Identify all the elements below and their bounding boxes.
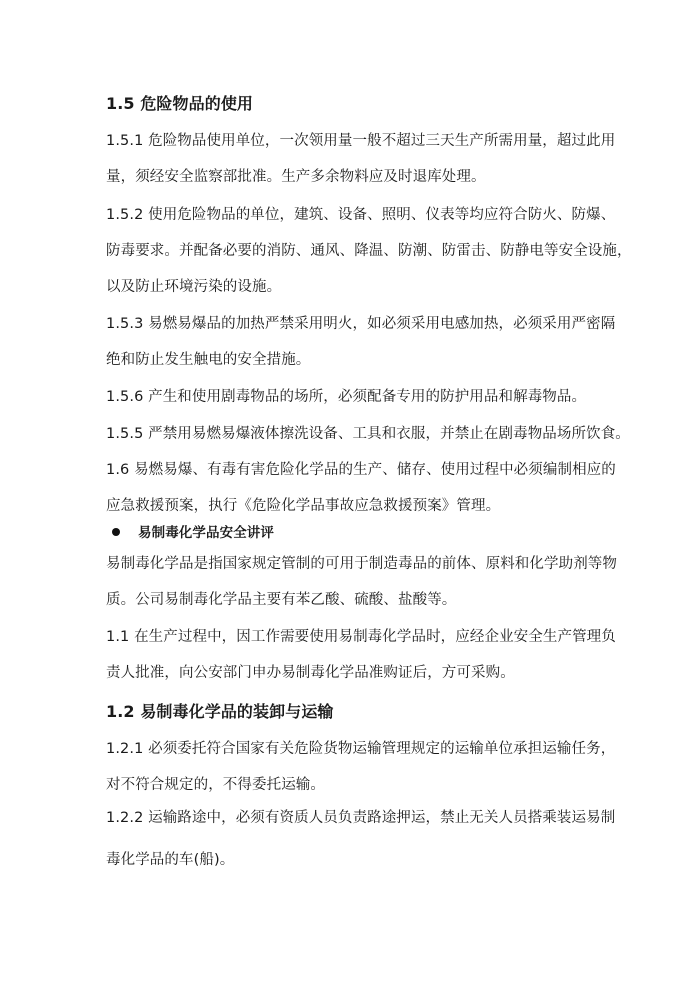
section-heading-1-5: 1.5 危险物品的使用 xyxy=(106,94,254,113)
paragraph-1-5-2: 1.5.2 使用危险物品的单位，建筑、设备、照明、仪表等均应符合防火、防爆、 防毒要求。并配备必要的消防、通风、降温、防潮、防雷击、防静电等安全设施， 以及防止环境污染的设施。 xyxy=(106,207,632,295)
paragraph-1-5-1: 1.5.1 危险物品使用单位，一次领用量一般不超过三天生产所需用量，超过此用 量，须经安全监察部批准。生产多余物料应及时退库处理。 xyxy=(106,133,616,185)
section-heading-1-2: 1.2 易制毒化学品的装卸与运输 xyxy=(106,702,334,721)
paragraph-1-1: 1.1 在生产过程中，因工作需要使用易制毒化学品时，应经企业安全生产管理负 责人批准，向公安部门申办易制毒化学品准购证后，方可采购。 xyxy=(106,629,616,681)
bullet-dot-icon xyxy=(112,528,120,536)
paragraph-1-5-6: 1.5.6 产生和使用剧毒物品的场所，必须配备专用的防护用品和解毒物品。 xyxy=(106,389,587,405)
paragraph-1-6: 1.6 易燃易爆、有毒有害危险化学品的生产、储存、使用过程中必须编制相应的 应急救援预案，执行《危险化学品事故应急救援预案》管理。 xyxy=(106,462,616,514)
paragraph-1-5-5: 1.5.5 严禁用易燃易爆液体擦洗设备、工具和衣服，并禁止在剧毒物品场所饮食。 xyxy=(106,426,630,442)
paragraph-1-2-2: 1.2.2 运输路途中，必须有资质人员负责路途押运，禁止无关人员搭乘装运易制 毒化学品的车(船)。 xyxy=(106,810,616,868)
bullet-heading: 易制毒化学品安全讲评 xyxy=(106,518,606,548)
paragraph-1-2-1: 1.2.1 必须委托符合国家有关危险货物运输管理规定的运输单位承担运输任务， 对不符合规定的，不得委托运输。 xyxy=(106,741,616,793)
paragraph-1-5-3: 1.5.3 易燃易爆品的加热严禁采用明火，如必须采用电感加热，必须采用严密隔 绝和防止发生触电的安全措施。 xyxy=(106,316,616,368)
intro-paragraph: 易制毒化学品是指国家规定管制的可用于制造毒品的前体、原料和化学助剂等物 质。公司易制毒化学品主要有苯乙酸、硫酸、盐酸等。 xyxy=(106,556,617,608)
